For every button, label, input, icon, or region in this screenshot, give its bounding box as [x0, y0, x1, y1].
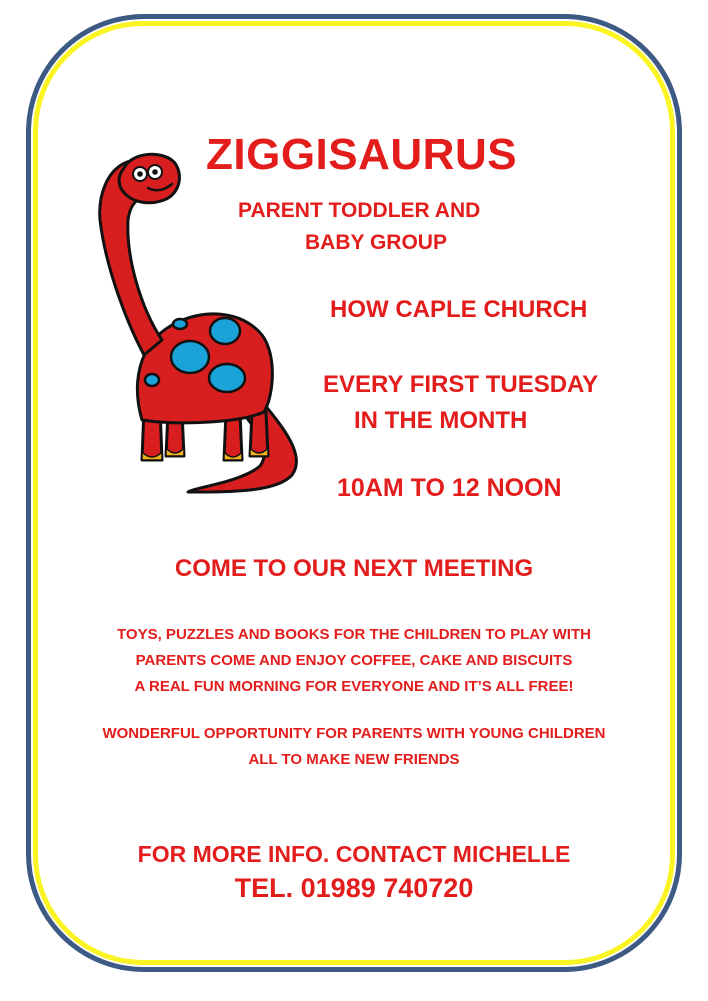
meeting-time: 10AM TO 12 NOON: [337, 474, 562, 502]
meeting-invitation: COME TO OUR NEXT MEETING: [174, 555, 534, 582]
page-title: ZIGGISAURUS: [206, 130, 518, 179]
telephone-number: TEL. 01989 740720: [234, 873, 474, 903]
subtitle-line-2: BABY GROUP: [305, 231, 447, 254]
detail-line: PARENTS COME AND ENJOY COFFEE, CAKE AND BISCUITS: [135, 652, 573, 669]
venue: HOW CAPLE CHURCH: [330, 296, 588, 323]
schedule-line-2: IN THE MONTH: [354, 407, 528, 434]
detail-line: TOYS, PUZZLES AND BOOKS FOR THE CHILDREN TO PLAY WITH: [117, 626, 591, 643]
detail-line: A REAL FUN MORNING FOR EVERYONE AND IT’S ALL FREE!: [134, 678, 574, 695]
detail-line: ALL TO MAKE NEW FRIENDS: [248, 751, 460, 768]
subtitle-line-1: PARENT TODDLER AND: [238, 199, 481, 222]
detail-line: WONDERFUL OPPORTUNITY FOR PARENTS WITH YOUNG CHILDREN: [102, 725, 606, 742]
contact-info: FOR MORE INFO. CONTACT MICHELLE: [137, 841, 571, 867]
schedule-line-1: EVERY FIRST TUESDAY: [323, 371, 599, 398]
